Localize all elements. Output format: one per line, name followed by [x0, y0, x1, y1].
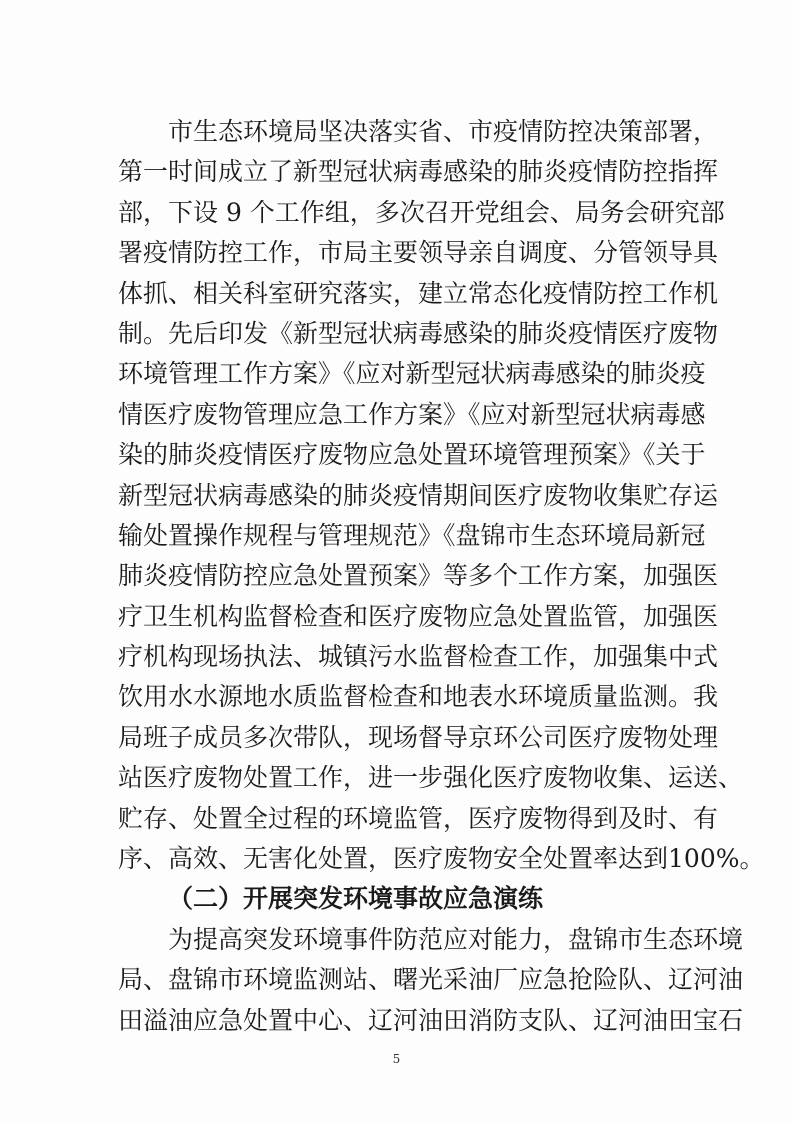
section-heading: （二）开展突发环境事故应急演练 [168, 884, 544, 914]
paragraph-line: 环境管理工作方案》《应对新型冠状病毒感染的肺炎疫 [118, 359, 706, 389]
paragraph-line: 疗机构现场执法、城镇污水监督检查工作，加强集中式 [118, 642, 719, 672]
paragraph-line: 署疫情防控工作，市局主要领导亲自调度、分管领导具 [118, 238, 719, 268]
paragraph-line: 输处置操作规程与管理规范》《盘锦市生态环境局新冠 [118, 520, 706, 550]
paragraph-line: 部，下设 9 个工作组，多次召开党组会、局务会研究部 [118, 197, 725, 227]
paragraph-line: 序、高效、无害化处置，医疗废物安全处置率达到100%。 [118, 844, 765, 874]
paragraph-line: 田溢油应急处置中心、辽河油田消防支队、辽河油田宝石 [118, 1005, 744, 1035]
paragraph-line: 体抓、相关科室研究落实，建立常态化疫情防控工作机 [118, 278, 719, 308]
paragraph-line: 新型冠状病毒感染的肺炎疫情期间医疗废物收集贮存运 [118, 480, 719, 510]
paragraph-line: 制。先后印发《新型冠状病毒感染的肺炎疫情医疗废物 [118, 318, 719, 348]
paragraph-line: 肺炎疫情防控应急处置预案》等多个工作方案，加强医 [118, 561, 719, 591]
paragraph-line: 局、盘锦市环境监测站、曙光采油厂应急抢险队、辽河油 [118, 965, 744, 995]
paragraph-line: 第一时间成立了新型冠状病毒感染的肺炎疫情防控指挥 [118, 157, 719, 187]
paragraph-line: 染的肺炎疫情医疗废物应急处置环境管理预案》《关于 [118, 440, 706, 470]
paragraph-line: 情医疗废物管理应急工作方案》《应对新型冠状病毒感 [118, 399, 706, 429]
paragraph-line: 疗卫生机构监督检查和医疗废物应急处置监管，加强医 [118, 601, 719, 631]
paragraph-line: 贮存、处置全过程的环境监管，医疗废物得到及时、有 [118, 803, 719, 833]
paragraph-line: 市生态环境局坚决落实省、市疫情防控决策部署， [168, 117, 719, 146]
paragraph-line: 饮用水水源地水质监督检查和地表水环境质量监测。我 [118, 682, 719, 712]
paragraph-line: 局班子成员多次带队，现场督导京环公司医疗废物处理 [118, 722, 719, 752]
body-text [118, 112, 765, 1041]
page-number: 5 [392, 1052, 401, 1066]
paragraph-line: 为提高突发环境事件防范应对能力，盘锦市生态环境 [168, 924, 744, 954]
paragraph-line: 站医疗废物处置工作，进一步强化医疗废物收集、运送、 [118, 763, 744, 793]
